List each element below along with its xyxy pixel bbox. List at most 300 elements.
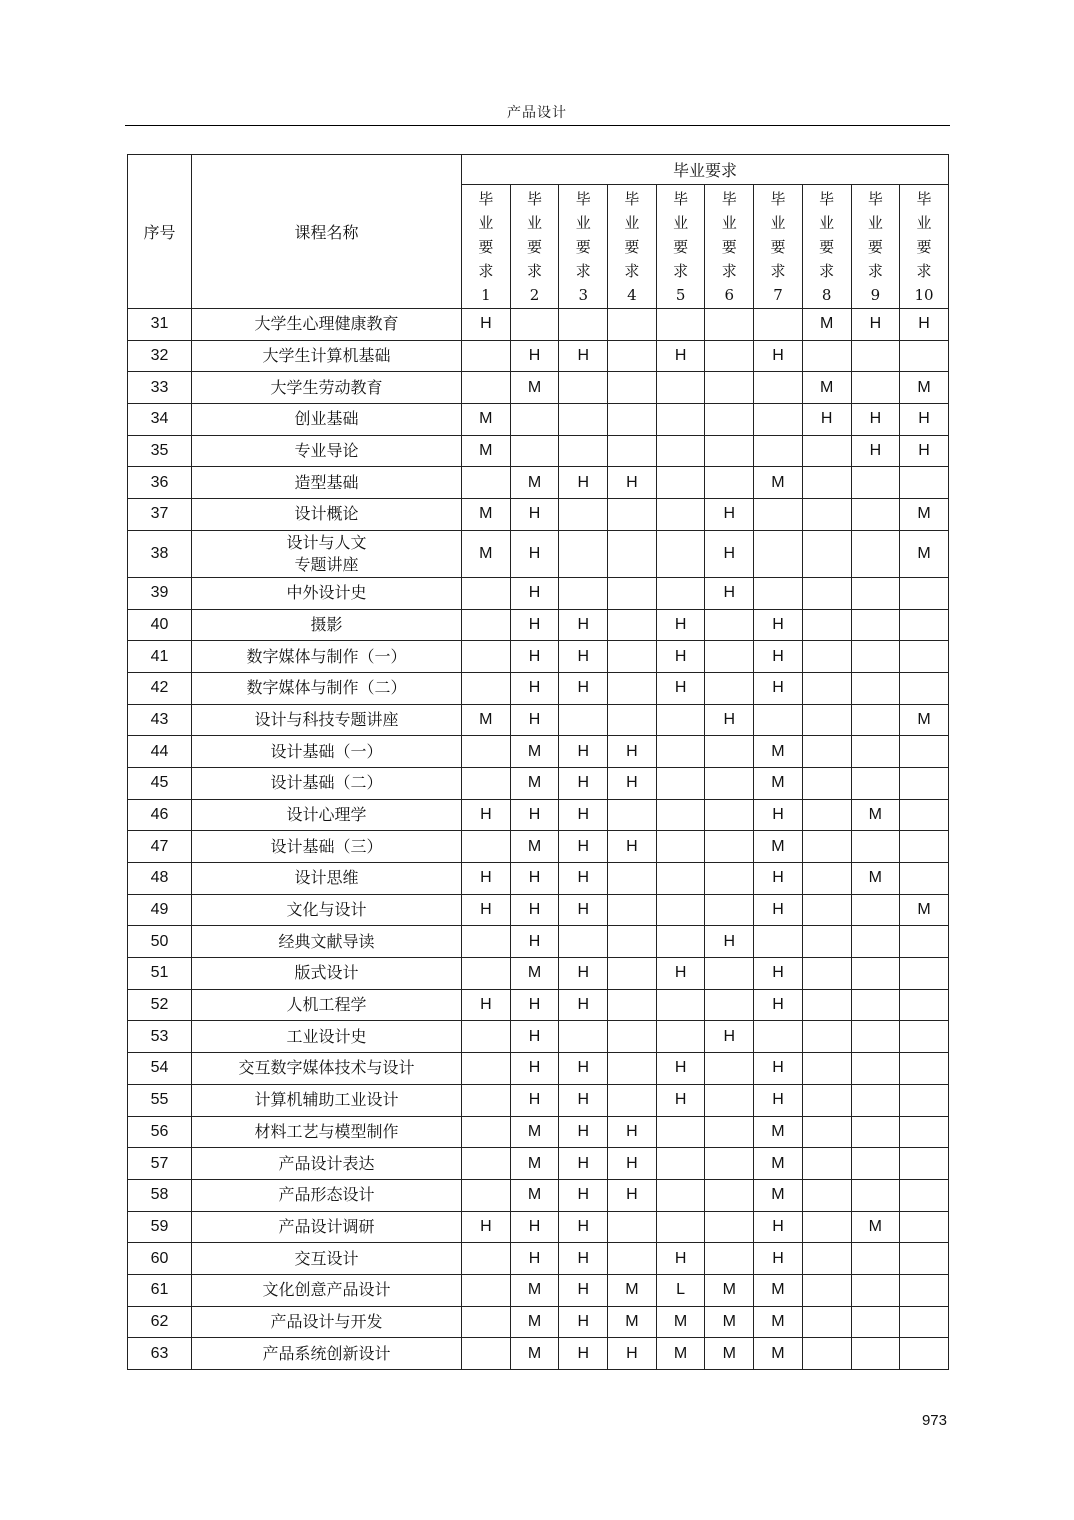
requirement-mark-cell: H bbox=[754, 672, 803, 704]
requirement-mark-cell bbox=[656, 499, 705, 531]
requirement-header-char: 毕 bbox=[478, 189, 494, 208]
requirement-mark-cell: H bbox=[705, 499, 754, 531]
requirement-mark-cell bbox=[802, 1306, 851, 1338]
requirement-mark-cell bbox=[705, 989, 754, 1021]
table-row bbox=[128, 1053, 949, 1085]
course-name-cell bbox=[192, 894, 462, 926]
requirement-header-char: 要 bbox=[770, 237, 786, 256]
requirement-mark-cell: H bbox=[462, 863, 511, 895]
requirement-mark-cell: H bbox=[559, 609, 608, 641]
requirement-mark-cell: H bbox=[608, 467, 657, 499]
requirement-mark-cell: M bbox=[510, 1148, 559, 1180]
course-name-cell bbox=[192, 831, 462, 863]
requirement-mark-cell bbox=[462, 1243, 511, 1275]
requirement-mark-cell bbox=[608, 404, 657, 436]
requirement-mark-cell bbox=[900, 1306, 949, 1338]
requirement-mark-cell bbox=[608, 435, 657, 467]
requirement-mark-cell: H bbox=[656, 1053, 705, 1085]
requirement-mark-cell: H bbox=[754, 340, 803, 372]
table-row bbox=[128, 894, 949, 926]
column-header-requirement-8 bbox=[802, 185, 851, 309]
requirement-mark-cell bbox=[462, 1053, 511, 1085]
requirement-mark-cell: H bbox=[559, 863, 608, 895]
requirement-mark-cell: M bbox=[462, 530, 511, 577]
requirement-mark-cell: H bbox=[510, 609, 559, 641]
requirement-header-char: 要 bbox=[867, 237, 883, 256]
requirement-header-char: 业 bbox=[478, 213, 494, 232]
requirement-mark-cell bbox=[851, 704, 900, 736]
requirement-mark-cell: M bbox=[510, 831, 559, 863]
requirement-mark-cell: H bbox=[754, 1243, 803, 1275]
requirement-header-char: 业 bbox=[575, 213, 591, 232]
table-row bbox=[128, 672, 949, 704]
course-name-cell bbox=[192, 499, 462, 531]
requirement-mark-cell: M bbox=[705, 1274, 754, 1306]
column-header-requirement-5 bbox=[656, 185, 705, 309]
requirement-header-char: 毕 bbox=[721, 189, 737, 208]
requirement-mark-cell bbox=[851, 1021, 900, 1053]
requirement-mark-cell bbox=[559, 404, 608, 436]
table-row bbox=[128, 309, 949, 341]
course-name-cell bbox=[192, 1084, 462, 1116]
requirement-mark-cell bbox=[559, 530, 608, 577]
course-name-line: 版式设计 bbox=[294, 963, 359, 983]
requirement-mark-cell bbox=[462, 1021, 511, 1053]
table-row bbox=[128, 831, 949, 863]
course-name-line: 产品设计与开发 bbox=[270, 1311, 383, 1331]
column-header-requirement-2 bbox=[510, 185, 559, 309]
requirement-mark-cell bbox=[851, 1053, 900, 1085]
course-name-line: 产品设计表达 bbox=[278, 1153, 375, 1173]
requirement-mark-cell: M bbox=[851, 1211, 900, 1243]
requirement-mark-cell: H bbox=[851, 309, 900, 341]
requirement-mark-cell bbox=[705, 1084, 754, 1116]
requirement-mark-cell: H bbox=[510, 340, 559, 372]
requirement-mark-cell: H bbox=[705, 926, 754, 958]
requirement-mark-cell: H bbox=[705, 704, 754, 736]
course-name-cell bbox=[192, 799, 462, 831]
requirement-mark-cell bbox=[608, 926, 657, 958]
requirement-mark-cell bbox=[656, 372, 705, 404]
table-row bbox=[128, 1148, 949, 1180]
requirement-mark-cell: H bbox=[559, 1243, 608, 1275]
requirement-header-char: 5 bbox=[675, 285, 686, 304]
row-number: 32 bbox=[128, 340, 192, 372]
course-requirements-matrix bbox=[127, 154, 949, 1370]
requirement-mark-cell bbox=[900, 467, 949, 499]
requirement-mark-cell: H bbox=[656, 609, 705, 641]
requirement-mark-cell bbox=[705, 736, 754, 768]
column-header-requirement-3 bbox=[559, 185, 608, 309]
requirement-mark-cell: H bbox=[559, 1211, 608, 1243]
requirement-mark-cell: H bbox=[754, 989, 803, 1021]
requirement-mark-cell: M bbox=[656, 1306, 705, 1338]
requirement-header-char: 毕 bbox=[527, 189, 543, 208]
course-name-line: 设计概论 bbox=[294, 504, 359, 524]
course-name-line: 文化与设计 bbox=[286, 900, 367, 920]
requirement-mark-cell bbox=[656, 530, 705, 577]
course-name-line: 交互设计 bbox=[294, 1248, 359, 1268]
table-row bbox=[128, 340, 949, 372]
requirement-mark-cell bbox=[851, 641, 900, 673]
row-number: 54 bbox=[128, 1053, 192, 1085]
requirement-mark-cell: H bbox=[754, 1053, 803, 1085]
course-name-cell bbox=[192, 1021, 462, 1053]
requirement-mark-cell: H bbox=[851, 404, 900, 436]
requirement-mark-cell: M bbox=[510, 1116, 559, 1148]
requirement-mark-cell bbox=[462, 958, 511, 990]
requirement-header-char: 10 bbox=[914, 285, 934, 304]
requirement-mark-cell: M bbox=[510, 467, 559, 499]
requirement-mark-cell: H bbox=[510, 894, 559, 926]
requirement-header-char: 业 bbox=[673, 213, 689, 232]
requirement-mark-cell: H bbox=[608, 1116, 657, 1148]
course-name-cell bbox=[192, 767, 462, 799]
requirement-mark-cell bbox=[754, 435, 803, 467]
requirement-mark-cell bbox=[900, 1338, 949, 1370]
requirement-mark-cell bbox=[608, 1053, 657, 1085]
requirement-mark-cell bbox=[900, 989, 949, 1021]
requirement-mark-cell bbox=[802, 863, 851, 895]
requirement-mark-cell bbox=[802, 1274, 851, 1306]
requirement-mark-cell: H bbox=[705, 1021, 754, 1053]
requirement-mark-cell: H bbox=[559, 736, 608, 768]
requirement-mark-cell bbox=[656, 799, 705, 831]
course-name-cell bbox=[192, 309, 462, 341]
course-name-cell bbox=[192, 958, 462, 990]
requirement-mark-cell: H bbox=[754, 863, 803, 895]
requirement-mark-cell bbox=[851, 340, 900, 372]
requirement-mark-cell bbox=[802, 435, 851, 467]
requirement-mark-cell bbox=[851, 467, 900, 499]
table-row bbox=[128, 530, 949, 577]
requirement-mark-cell: M bbox=[754, 831, 803, 863]
requirement-mark-cell bbox=[802, 467, 851, 499]
requirement-mark-cell bbox=[705, 1179, 754, 1211]
requirement-mark-cell: H bbox=[608, 767, 657, 799]
requirement-mark-cell bbox=[608, 372, 657, 404]
requirement-mark-cell: H bbox=[608, 1338, 657, 1370]
course-name-cell bbox=[192, 1274, 462, 1306]
course-name-line: 计算机辅助工业设计 bbox=[254, 1090, 399, 1110]
requirement-header-char: 8 bbox=[821, 285, 832, 304]
requirement-mark-cell: M bbox=[754, 767, 803, 799]
course-name-cell bbox=[192, 1243, 462, 1275]
row-number: 46 bbox=[128, 799, 192, 831]
requirement-mark-cell bbox=[802, 831, 851, 863]
course-name-line: 数字媒体与制作（一） bbox=[246, 646, 407, 666]
course-name-line: 专业导论 bbox=[294, 441, 359, 461]
requirement-mark-cell: H bbox=[900, 309, 949, 341]
requirement-header-char: 6 bbox=[724, 285, 735, 304]
requirement-mark-cell: H bbox=[754, 1084, 803, 1116]
requirement-mark-cell bbox=[462, 672, 511, 704]
requirement-mark-cell bbox=[656, 736, 705, 768]
requirement-header-char: 求 bbox=[721, 261, 737, 280]
requirement-header-char: 求 bbox=[770, 261, 786, 280]
column-header-requirement-6 bbox=[705, 185, 754, 309]
requirement-mark-cell: H bbox=[510, 863, 559, 895]
requirement-mark-cell bbox=[900, 1148, 949, 1180]
requirement-mark-cell: M bbox=[462, 404, 511, 436]
requirement-mark-cell bbox=[851, 672, 900, 704]
table-row bbox=[128, 1274, 949, 1306]
requirement-mark-cell bbox=[851, 372, 900, 404]
course-name-line: 材料工艺与模型制作 bbox=[254, 1121, 399, 1141]
requirement-mark-cell: H bbox=[559, 467, 608, 499]
requirement-mark-cell bbox=[900, 767, 949, 799]
requirement-mark-cell: H bbox=[559, 1053, 608, 1085]
table-row bbox=[128, 863, 949, 895]
table-row bbox=[128, 799, 949, 831]
row-number: 63 bbox=[128, 1338, 192, 1370]
requirement-header-char: 业 bbox=[527, 213, 543, 232]
requirement-mark-cell: M bbox=[608, 1274, 657, 1306]
requirement-mark-cell bbox=[608, 1243, 657, 1275]
requirement-mark-cell: H bbox=[900, 404, 949, 436]
requirement-mark-cell: H bbox=[462, 309, 511, 341]
requirement-mark-cell bbox=[802, 1053, 851, 1085]
table-row bbox=[128, 736, 949, 768]
requirement-mark-cell: H bbox=[900, 435, 949, 467]
row-number: 53 bbox=[128, 1021, 192, 1053]
course-name-line: 数字媒体与制作（二） bbox=[246, 678, 407, 698]
course-name-cell bbox=[192, 1148, 462, 1180]
row-number: 37 bbox=[128, 499, 192, 531]
requirement-mark-cell: L bbox=[656, 1274, 705, 1306]
requirement-mark-cell: M bbox=[851, 863, 900, 895]
requirement-mark-cell bbox=[754, 499, 803, 531]
requirement-mark-cell: H bbox=[705, 530, 754, 577]
requirement-mark-cell bbox=[900, 736, 949, 768]
requirement-header-char: 求 bbox=[867, 261, 883, 280]
requirement-mark-cell bbox=[851, 831, 900, 863]
requirement-mark-cell bbox=[900, 1243, 949, 1275]
requirement-header-char: 毕 bbox=[867, 189, 883, 208]
course-name-cell bbox=[192, 1306, 462, 1338]
requirement-mark-cell bbox=[656, 1116, 705, 1148]
table-row bbox=[128, 1021, 949, 1053]
course-name-line: 大学生心理健康教育 bbox=[254, 314, 399, 334]
requirement-mark-cell: H bbox=[510, 499, 559, 531]
requirement-mark-cell: M bbox=[754, 736, 803, 768]
row-number: 41 bbox=[128, 641, 192, 673]
requirement-mark-cell bbox=[900, 1116, 949, 1148]
course-name-cell bbox=[192, 641, 462, 673]
requirement-mark-cell: M bbox=[802, 309, 851, 341]
requirement-mark-cell bbox=[900, 641, 949, 673]
requirement-mark-cell bbox=[705, 404, 754, 436]
table-row bbox=[128, 499, 949, 531]
requirement-mark-cell: H bbox=[510, 1084, 559, 1116]
requirement-mark-cell: M bbox=[510, 767, 559, 799]
requirement-header-char: 求 bbox=[916, 261, 932, 280]
requirement-mark-cell: M bbox=[656, 1338, 705, 1370]
requirement-mark-cell bbox=[754, 530, 803, 577]
requirement-mark-cell bbox=[900, 1179, 949, 1211]
requirement-mark-cell bbox=[608, 609, 657, 641]
requirement-mark-cell bbox=[705, 340, 754, 372]
requirement-mark-cell bbox=[656, 404, 705, 436]
requirement-header-char: 业 bbox=[867, 213, 883, 232]
requirement-mark-cell: H bbox=[802, 404, 851, 436]
requirement-mark-cell bbox=[608, 577, 657, 609]
requirement-mark-cell bbox=[802, 1084, 851, 1116]
requirement-mark-cell bbox=[705, 863, 754, 895]
requirement-mark-cell bbox=[802, 1179, 851, 1211]
table-row bbox=[128, 641, 949, 673]
course-name-line: 造型基础 bbox=[294, 472, 359, 492]
requirement-mark-cell: M bbox=[900, 499, 949, 531]
requirement-mark-cell bbox=[462, 767, 511, 799]
requirement-mark-cell: M bbox=[510, 1338, 559, 1370]
requirement-mark-cell: H bbox=[559, 958, 608, 990]
course-name-line: 摄影 bbox=[310, 614, 343, 634]
row-number: 47 bbox=[128, 831, 192, 863]
row-number: 36 bbox=[128, 467, 192, 499]
requirement-header-char: 要 bbox=[916, 237, 932, 256]
table-row bbox=[128, 577, 949, 609]
requirement-mark-cell bbox=[608, 989, 657, 1021]
requirement-mark-cell bbox=[802, 609, 851, 641]
course-name-line: 产品设计调研 bbox=[278, 1216, 375, 1236]
requirement-mark-cell bbox=[559, 1021, 608, 1053]
requirement-mark-cell bbox=[900, 1274, 949, 1306]
requirement-mark-cell: H bbox=[656, 1243, 705, 1275]
course-name-line: 设计基础（一） bbox=[270, 741, 383, 761]
requirement-header-char: 求 bbox=[624, 261, 640, 280]
requirement-mark-cell: M bbox=[900, 372, 949, 404]
requirement-mark-cell: M bbox=[754, 1338, 803, 1370]
requirement-mark-cell bbox=[851, 926, 900, 958]
column-header-sequence: 序号 bbox=[128, 155, 192, 309]
requirement-mark-cell: H bbox=[754, 799, 803, 831]
requirement-mark-cell: H bbox=[656, 340, 705, 372]
requirement-mark-cell bbox=[802, 1021, 851, 1053]
requirement-mark-cell bbox=[462, 641, 511, 673]
requirement-mark-cell bbox=[705, 767, 754, 799]
requirement-mark-cell: M bbox=[754, 467, 803, 499]
requirement-mark-cell: H bbox=[559, 1084, 608, 1116]
requirement-mark-cell bbox=[705, 309, 754, 341]
requirement-mark-cell bbox=[656, 989, 705, 1021]
row-number: 61 bbox=[128, 1274, 192, 1306]
requirement-header-char: 7 bbox=[773, 285, 783, 304]
row-number: 52 bbox=[128, 989, 192, 1021]
requirement-mark-cell: H bbox=[559, 1148, 608, 1180]
requirement-mark-cell bbox=[851, 609, 900, 641]
requirement-mark-cell bbox=[851, 767, 900, 799]
requirement-mark-cell bbox=[802, 499, 851, 531]
requirement-mark-cell bbox=[802, 989, 851, 1021]
requirement-mark-cell: M bbox=[510, 958, 559, 990]
requirement-mark-cell bbox=[559, 926, 608, 958]
requirement-mark-cell bbox=[462, 340, 511, 372]
requirement-mark-cell bbox=[851, 989, 900, 1021]
requirement-mark-cell bbox=[462, 926, 511, 958]
course-name-line: 设计与科技专题讲座 bbox=[254, 709, 399, 729]
row-number: 31 bbox=[128, 309, 192, 341]
course-name-line: 大学生计算机基础 bbox=[262, 346, 391, 366]
requirement-header-char: 业 bbox=[721, 213, 737, 232]
requirement-mark-cell: M bbox=[462, 704, 511, 736]
requirement-header-char: 4 bbox=[627, 285, 637, 304]
row-number: 55 bbox=[128, 1084, 192, 1116]
course-name-line: 设计基础（三） bbox=[270, 836, 383, 856]
course-name-line: 设计心理学 bbox=[286, 804, 367, 824]
requirement-mark-cell bbox=[900, 340, 949, 372]
requirement-header-char: 2 bbox=[529, 285, 540, 304]
requirement-mark-cell bbox=[462, 1116, 511, 1148]
row-number: 51 bbox=[128, 958, 192, 990]
column-header-requirement-10 bbox=[900, 185, 949, 309]
requirement-mark-cell bbox=[802, 926, 851, 958]
requirement-mark-cell: H bbox=[656, 641, 705, 673]
requirement-mark-cell bbox=[802, 1148, 851, 1180]
requirement-mark-cell bbox=[851, 499, 900, 531]
course-name-cell bbox=[192, 989, 462, 1021]
requirement-mark-cell bbox=[900, 609, 949, 641]
course-name-cell bbox=[192, 704, 462, 736]
requirement-mark-cell bbox=[559, 435, 608, 467]
course-name-line: 创业基础 bbox=[294, 409, 359, 429]
requirement-mark-cell: H bbox=[608, 1148, 657, 1180]
requirement-header-char: 求 bbox=[478, 261, 494, 280]
requirement-mark-cell: M bbox=[510, 736, 559, 768]
requirement-mark-cell: H bbox=[559, 641, 608, 673]
requirement-mark-cell: M bbox=[851, 799, 900, 831]
requirement-mark-cell bbox=[656, 704, 705, 736]
requirement-mark-cell bbox=[462, 1306, 511, 1338]
course-name-cell bbox=[192, 863, 462, 895]
requirement-mark-cell: H bbox=[559, 894, 608, 926]
column-header-requirement-4 bbox=[608, 185, 657, 309]
table-row bbox=[128, 1084, 949, 1116]
requirement-mark-cell bbox=[705, 1243, 754, 1275]
column-header-requirement-1 bbox=[462, 185, 511, 309]
requirement-mark-cell bbox=[851, 1338, 900, 1370]
course-name-cell bbox=[192, 1053, 462, 1085]
requirement-header-char: 毕 bbox=[624, 189, 640, 208]
requirement-header-char: 业 bbox=[916, 213, 932, 232]
row-number: 38 bbox=[128, 530, 192, 577]
requirement-mark-cell bbox=[608, 1211, 657, 1243]
requirement-mark-cell: M bbox=[900, 704, 949, 736]
table-row bbox=[128, 404, 949, 436]
requirement-mark-cell bbox=[559, 704, 608, 736]
requirement-mark-cell: H bbox=[559, 1306, 608, 1338]
requirement-mark-cell bbox=[851, 577, 900, 609]
requirement-header-char: 业 bbox=[770, 213, 786, 232]
course-name-cell bbox=[192, 577, 462, 609]
requirement-mark-cell bbox=[705, 1148, 754, 1180]
course-name-cell bbox=[192, 404, 462, 436]
requirement-header-char: 求 bbox=[527, 261, 543, 280]
requirement-header-char: 3 bbox=[578, 285, 588, 304]
requirement-mark-cell: H bbox=[754, 641, 803, 673]
requirement-mark-cell bbox=[754, 577, 803, 609]
requirement-mark-cell: H bbox=[608, 1179, 657, 1211]
requirement-mark-cell bbox=[900, 799, 949, 831]
course-name-cell bbox=[192, 736, 462, 768]
requirement-mark-cell: H bbox=[462, 799, 511, 831]
requirement-mark-cell bbox=[802, 1211, 851, 1243]
requirement-header-char: 毕 bbox=[819, 189, 835, 208]
row-number: 43 bbox=[128, 704, 192, 736]
course-name-cell bbox=[192, 926, 462, 958]
requirement-mark-cell: H bbox=[705, 577, 754, 609]
requirement-mark-cell bbox=[608, 672, 657, 704]
